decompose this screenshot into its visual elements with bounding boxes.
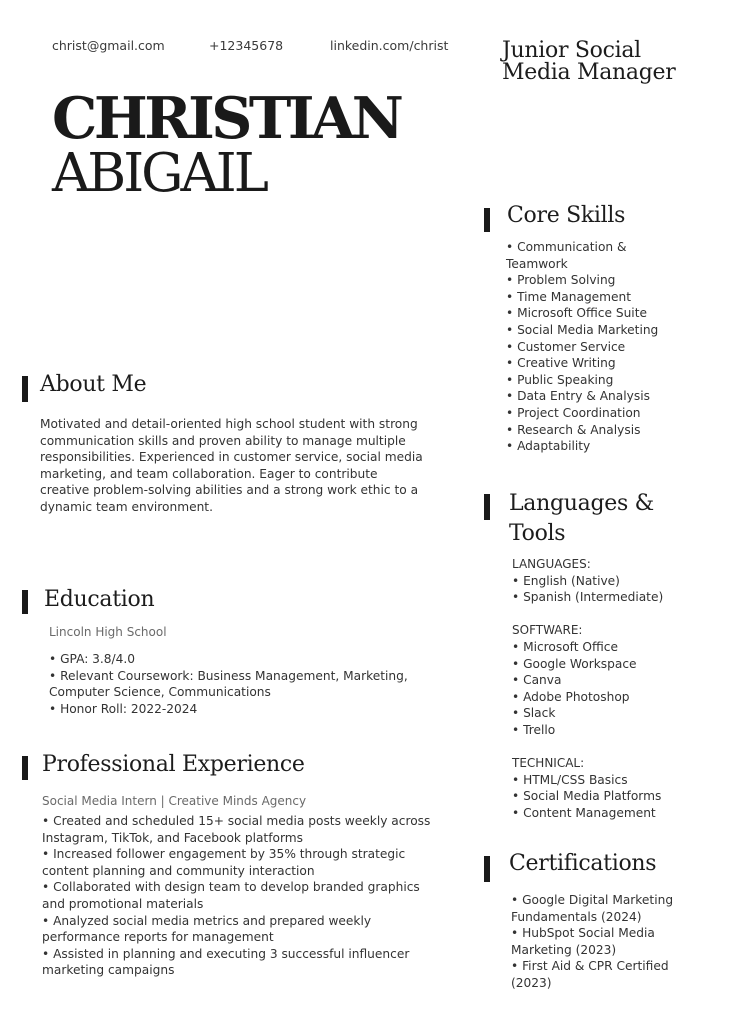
contact-email[interactable]: christ@gmail.com [52, 38, 165, 53]
list-item: • Creative Writing [506, 356, 616, 371]
about-heading-bar [22, 376, 28, 402]
list-item: • Social Media Platforms [512, 789, 662, 804]
languages-tools-heading [509, 489, 654, 549]
list-item: • Google Workspace [512, 656, 637, 671]
experience-heading: Professional Experience [42, 752, 305, 777]
languages-label: LANGUAGES: [512, 557, 591, 571]
technical-label: TECHNICAL: [512, 756, 585, 771]
list-item: • Spanish (Intermediate) [512, 590, 664, 605]
education-heading: Education [44, 587, 155, 612]
list-item: • Slack [512, 706, 556, 721]
list-item: • English (Native) [512, 573, 620, 588]
list-item: • Microsoft Office Suite [506, 306, 647, 321]
list-item: • Problem Solving [506, 273, 616, 288]
list-item: • Adaptability [506, 439, 591, 454]
languages-tools-heading-line2: Tools [509, 521, 566, 546]
list-item: • First Aid & CPR Certified (2023) [511, 959, 669, 990]
list-item: • Data Entry & Analysis [506, 389, 650, 404]
job-title [502, 40, 722, 84]
technical-list [512, 772, 712, 822]
certifications-list [511, 892, 701, 992]
core-skills-heading: Core Skills [507, 203, 626, 228]
languages-list [512, 573, 712, 606]
list-item: • Trello [512, 722, 556, 737]
list-item: • GPA: 3.8/4.0 [49, 652, 136, 666]
certifications-heading-bar [484, 856, 490, 882]
list-item: • Social Media Marketing [506, 322, 659, 337]
education-heading-bar [22, 590, 28, 614]
education-school: Lincoln High School [49, 625, 167, 639]
list-item: • HTML/CSS Basics [512, 772, 628, 787]
experience-heading-bar [22, 756, 28, 780]
list-item: • Google Digital Marketing Fundamentals (2024) [511, 893, 674, 924]
about-heading: About Me [40, 372, 147, 397]
job-title-line2: Media Manager [502, 60, 676, 85]
list-item: • Microsoft Office [512, 639, 618, 654]
list-item: • Honor Roll: 2022-2024 [49, 701, 198, 716]
core-skills-list [506, 239, 666, 455]
list-item: • Increased follower engagement by 35% through strategic content planning and community interaction [42, 847, 406, 878]
languages-tools-heading-line1: Languages & [509, 491, 654, 516]
list-item: • Public Speaking [506, 372, 614, 387]
about-text: Motivated and detail-oriented high school student with strong communication skills and proven ability to manage multiple responsibilities. Experienced in customer service, social media marketing, and team collaboration. Eager to contribute creative problem-solving abilities and a strong work ethic to a dynamic team environment. [40, 417, 423, 514]
languages-tools-heading-bar [484, 494, 490, 520]
software-label: SOFTWARE: [512, 623, 583, 638]
core-skills-heading-bar [484, 208, 490, 232]
list-item: • Analyzed social media metrics and prepared weekly performance reports for management [42, 913, 372, 945]
list-item: • Relevant Coursework: Business Management, Marketing, Computer Science, Communications [49, 668, 408, 700]
list-item: • HubSpot Social Media Marketing (2023) [511, 926, 655, 957]
experience-role: Social Media Intern | Creative Minds Agency [42, 794, 307, 808]
languages-tools-body [512, 556, 712, 822]
list-item: • Collaborated with design team to develop branded graphics and promotional materials [42, 880, 420, 911]
list-item: • Project Coordination [506, 405, 641, 420]
name-first: CHRISTIAN [52, 85, 401, 152]
list-item: • Content Management [512, 805, 656, 820]
list-item: • Time Management [506, 289, 632, 304]
list-item: • Created and scheduled 15+ social media posts weekly across Instagram, TikTok, and Facebook platforms [42, 814, 431, 845]
list-item: • Assisted in planning and executing 3 successful influencer marketing campaigns [42, 946, 410, 978]
name-last: ABIGAIL [52, 143, 266, 204]
contact-phone[interactable]: +12345678 [209, 38, 284, 53]
experience-list [42, 813, 442, 979]
list-item: • Research & Analysis [506, 422, 641, 437]
education-list [49, 651, 409, 717]
list-item: • Customer Service [506, 339, 626, 354]
job-title-line1: Junior Social [502, 38, 641, 63]
contact-linkedin[interactable]: linkedin.com/christ [330, 38, 449, 53]
list-item: • Adobe Photoshop [512, 689, 630, 704]
list-item: • Canva [512, 673, 562, 688]
list-item: • Communication & Teamwork [506, 240, 627, 271]
software-list [512, 639, 712, 739]
certifications-heading: Certifications [509, 851, 657, 876]
